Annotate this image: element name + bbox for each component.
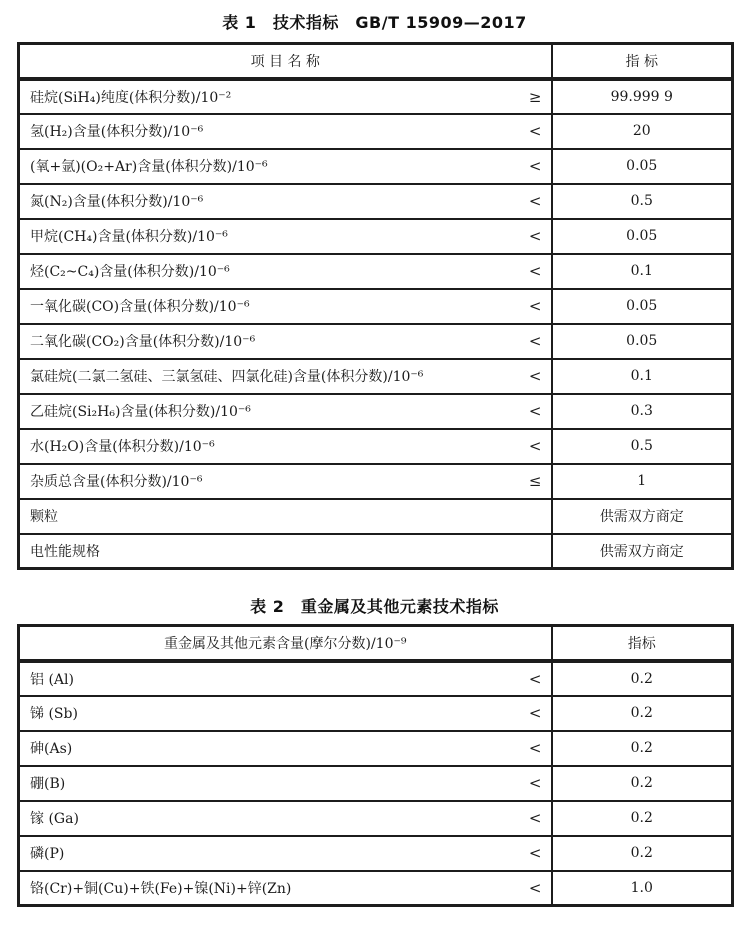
spec-value-cell: 0.05 <box>552 289 733 324</box>
spec-value-cell: 0.1 <box>552 254 733 289</box>
item-label: (氧+氩)(O₂+Ar)含量(体积分数)/10⁻⁶ <box>30 159 268 175</box>
item-label: 硅烷(SiH₄)纯度(体积分数)/10⁻² <box>30 89 232 106</box>
comparison-symbol: < <box>528 704 542 722</box>
item-label: 烃(C₂~C₄)含量(体积分数)/10⁻⁶ <box>30 264 230 280</box>
item-name-cell <box>19 359 552 394</box>
item-label: 铬(Cr)+铜(Cu)+铁(Fe)+镍(Ni)+锌(Zn) <box>30 880 292 897</box>
item-label: 颗粒 <box>30 509 58 525</box>
item-label: 氮(N₂)含量(体积分数)/10⁻⁶ <box>30 194 204 210</box>
comparison-symbol: < <box>528 669 542 688</box>
table1-technical-specs <box>17 42 734 570</box>
table-row <box>19 394 733 429</box>
comparison-symbol: < <box>528 402 542 420</box>
item-label: 乙硅烷(Si₂H₆)含量(体积分数)/10⁻⁶ <box>30 404 251 420</box>
table1-body <box>19 79 733 569</box>
spec-value-cell: 20 <box>552 114 733 149</box>
item-name-cell <box>19 219 552 254</box>
spec-value-cell: 1 <box>552 464 733 499</box>
table2-header-element-content: 重金属及其他元素含量(摩尔分数)/10⁻⁹ <box>19 626 552 661</box>
spec-value-cell: 0.05 <box>552 149 733 184</box>
table-row <box>19 184 733 219</box>
table1-header-item-name: 项 目 名 称 <box>19 44 552 79</box>
table2-heavy-metals-specs <box>17 624 734 907</box>
spec-value-cell: 0.1 <box>552 359 733 394</box>
spec-value-cell: 0.2 <box>552 661 733 696</box>
item-name-cell <box>19 289 552 324</box>
table-row <box>19 871 733 906</box>
table-row <box>19 359 733 394</box>
comparison-symbol: ≥ <box>528 87 542 106</box>
table-row <box>19 254 733 289</box>
table-row <box>19 289 733 324</box>
table-row <box>19 324 733 359</box>
item-name-cell <box>19 696 552 731</box>
item-label: 水(H₂O)含量(体积分数)/10⁻⁶ <box>30 439 215 455</box>
table-row <box>19 464 733 499</box>
comparison-symbol: < <box>528 367 542 385</box>
comparison-symbol: < <box>528 192 542 210</box>
comparison-symbol: < <box>528 878 542 897</box>
comparison-symbol: < <box>528 227 542 245</box>
table1-title: 表 1 技术指标 GB/T 15909—2017 <box>222 13 527 32</box>
spec-value-cell: 0.3 <box>552 394 733 429</box>
comparison-symbol: < <box>528 157 542 175</box>
item-name-cell <box>19 79 552 114</box>
item-name-cell <box>19 534 552 569</box>
table-row <box>19 219 733 254</box>
table-row <box>19 766 733 801</box>
item-name-cell <box>19 394 552 429</box>
table-row <box>19 79 733 114</box>
spec-value-cell: 0.2 <box>552 766 733 801</box>
table2-body <box>19 661 733 906</box>
item-name-cell <box>19 254 552 289</box>
spec-value-cell: 0.2 <box>552 836 733 871</box>
item-label: 二氧化碳(CO₂)含量(体积分数)/10⁻⁶ <box>30 334 256 350</box>
table-row <box>19 661 733 696</box>
item-label: 电性能规格 <box>30 543 100 560</box>
spec-value-cell: 0.2 <box>552 696 733 731</box>
table-row <box>19 499 733 534</box>
item-label: 锑 (Sb) <box>30 706 78 722</box>
spec-value-cell: 0.5 <box>552 429 733 464</box>
item-name-cell <box>19 499 552 534</box>
item-label: 硼(B) <box>30 776 66 792</box>
item-name-cell <box>19 324 552 359</box>
spec-value-cell: 0.2 <box>552 801 733 836</box>
table-row <box>19 801 733 836</box>
comparison-symbol: ≤ <box>528 472 542 490</box>
item-name-cell <box>19 766 552 801</box>
table-row <box>19 114 733 149</box>
table2-title: 表 2 重金属及其他元素技术指标 <box>250 597 499 616</box>
item-name-cell <box>19 149 552 184</box>
comparison-symbol: < <box>528 844 542 862</box>
spec-value-cell: 供需双方商定 <box>552 534 733 569</box>
item-name-cell <box>19 731 552 766</box>
table-row <box>19 534 733 569</box>
spec-value-cell: 0.05 <box>552 219 733 254</box>
item-name-cell <box>19 661 552 696</box>
comparison-symbol: < <box>528 262 542 280</box>
item-label: 氯硅烷(二氯二氢硅、三氯氢硅、四氯化硅)含量(体积分数)/10⁻⁶ <box>30 369 424 385</box>
spec-value-cell: 0.2 <box>552 731 733 766</box>
item-name-cell <box>19 184 552 219</box>
comparison-symbol: < <box>528 774 542 792</box>
table2-header-spec: 指标 <box>552 626 733 661</box>
table-row <box>19 149 733 184</box>
spec-value-cell: 99.999 9 <box>552 79 733 114</box>
comparison-symbol: < <box>528 332 542 350</box>
item-name-cell <box>19 836 552 871</box>
table-row <box>19 731 733 766</box>
comparison-symbol: < <box>528 437 542 455</box>
item-name-cell <box>19 114 552 149</box>
table-row <box>19 696 733 731</box>
table-row <box>19 429 733 464</box>
item-label: 杂质总含量(体积分数)/10⁻⁶ <box>30 474 203 490</box>
comparison-symbol: < <box>528 122 542 140</box>
item-label: 镓 (Ga) <box>30 811 79 827</box>
comparison-symbol: < <box>528 809 542 827</box>
item-label: 铝 (Al) <box>30 671 74 688</box>
spec-value-cell: 0.05 <box>552 324 733 359</box>
item-label: 一氧化碳(CO)含量(体积分数)/10⁻⁶ <box>30 299 250 315</box>
spec-value-cell: 0.5 <box>552 184 733 219</box>
comparison-symbol: < <box>528 739 542 757</box>
spec-value-cell: 供需双方商定 <box>552 499 733 534</box>
table-row <box>19 836 733 871</box>
item-label: 氢(H₂)含量(体积分数)/10⁻⁶ <box>30 124 204 140</box>
item-name-cell <box>19 801 552 836</box>
table2-header-row <box>19 626 733 661</box>
item-name-cell <box>19 871 552 906</box>
item-label: 甲烷(CH₄)含量(体积分数)/10⁻⁶ <box>30 229 228 245</box>
item-label: 砷(As) <box>30 741 73 757</box>
comparison-symbol: < <box>528 297 542 315</box>
item-name-cell <box>19 429 552 464</box>
table1-header-spec: 指 标 <box>552 44 733 79</box>
item-label: 磷(P) <box>30 846 65 862</box>
table1-header-row <box>19 44 733 79</box>
item-name-cell <box>19 464 552 499</box>
spec-value-cell: 1.0 <box>552 871 733 906</box>
